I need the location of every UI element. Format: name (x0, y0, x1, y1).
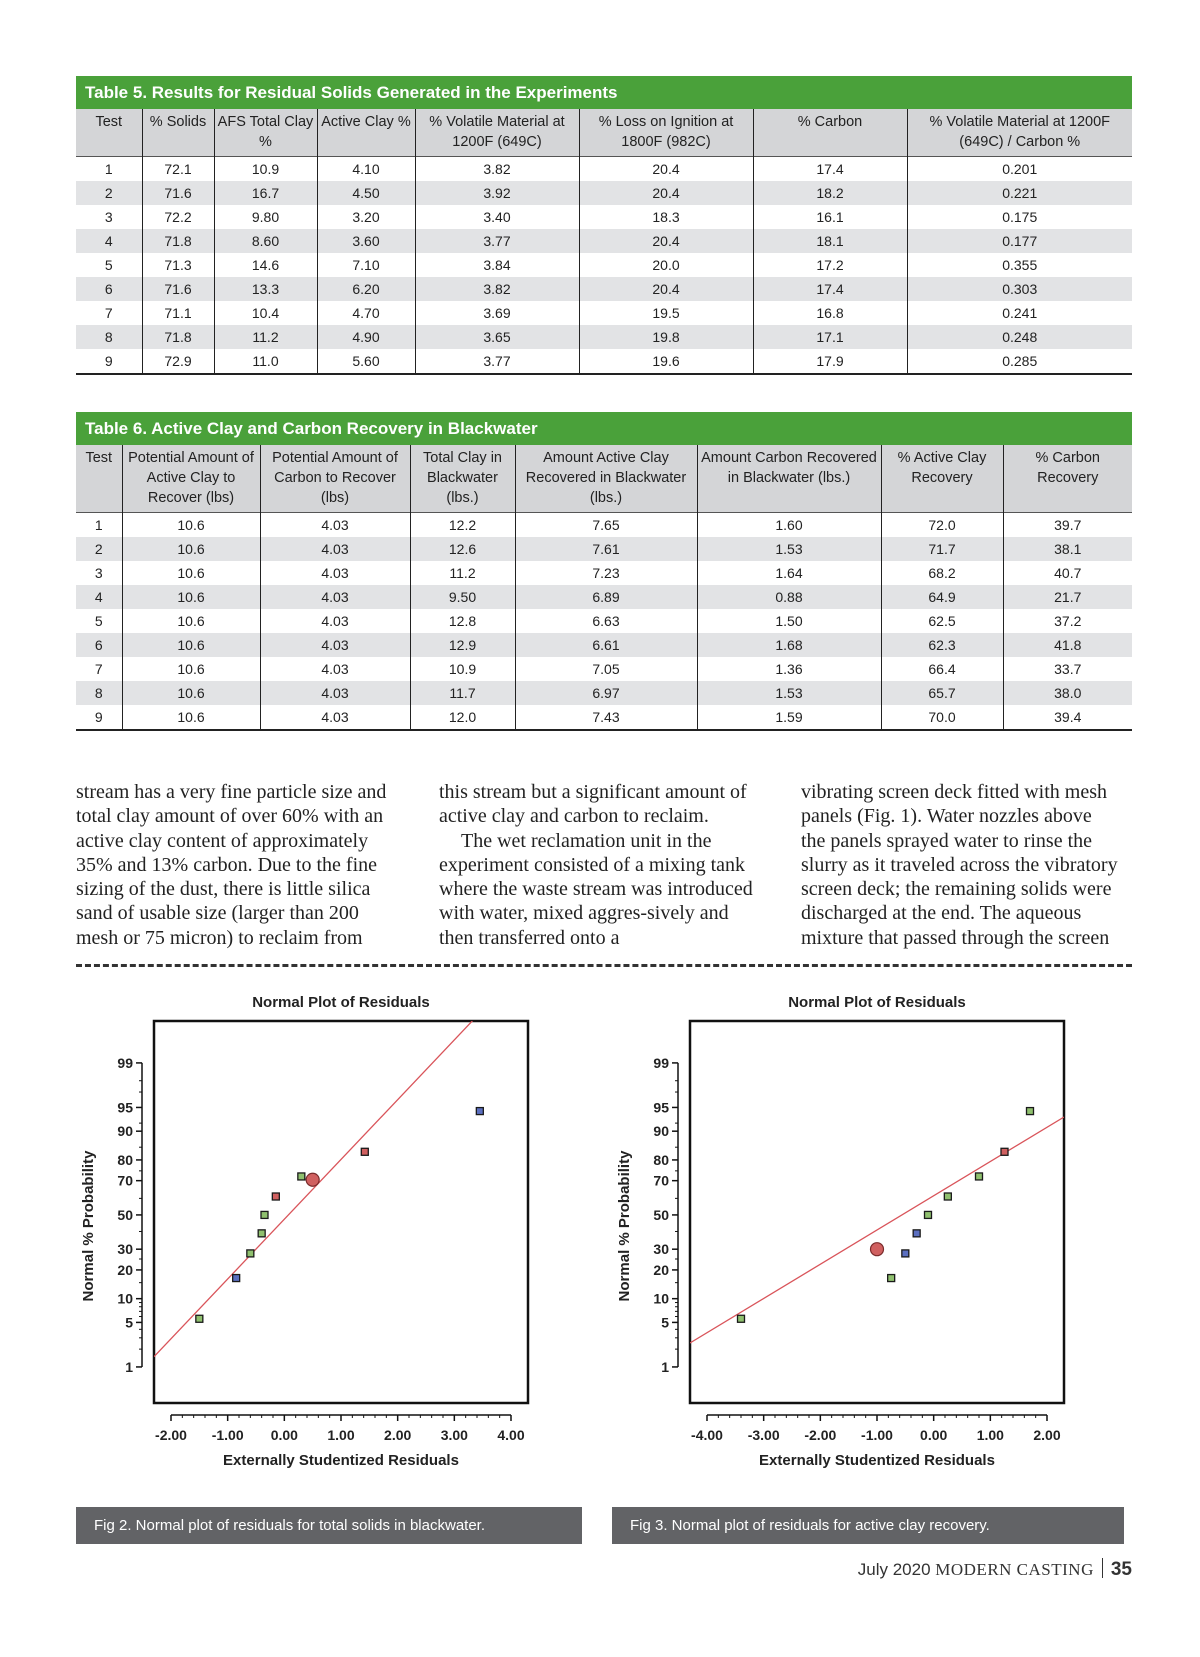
table-cell: 3.82 (415, 157, 579, 182)
data-point (233, 1275, 240, 1282)
table-cell: 18.2 (753, 181, 907, 205)
table-cell: 7.43 (515, 705, 697, 730)
table-cell: 4.03 (260, 537, 410, 561)
table-cell: 4.03 (260, 657, 410, 681)
table-cell: 10.6 (122, 537, 260, 561)
table-cell: 1.53 (697, 537, 881, 561)
table-cell: 4.03 (260, 633, 410, 657)
data-point (361, 1148, 368, 1155)
table-cell: 37.2 (1003, 609, 1132, 633)
table-cell: 3.77 (415, 349, 579, 374)
table-row (76, 301, 1132, 325)
table-cell: 10.6 (122, 585, 260, 609)
figure-3-caption: Fig 3. Normal plot of residuals for active clay recovery. (612, 1507, 1124, 1544)
table-cell: 20.4 (579, 157, 753, 182)
table-cell: 10.6 (122, 513, 260, 538)
table-cell: 10.6 (122, 609, 260, 633)
table-cell: 7 (104, 305, 113, 321)
table-cell: 20.4 (579, 229, 753, 253)
x-tick-label: 3.00 (440, 1427, 468, 1443)
table-cell: 3.92 (415, 181, 579, 205)
table-row (76, 229, 1132, 253)
data-point (913, 1230, 920, 1237)
y-tick-label: 95 (117, 1099, 133, 1116)
y-tick-label: 5 (125, 1314, 133, 1331)
table-row (76, 561, 1132, 585)
table-cell: 9 (76, 349, 142, 374)
table-cell: 10.6 (122, 705, 260, 730)
chart-title: Normal Plot of Residuals (252, 994, 430, 1011)
table-cell: 19.8 (579, 325, 753, 349)
table-row (76, 513, 1132, 538)
x-tick-label: -2.00 (155, 1427, 187, 1443)
footer-magazine: MODERN CASTING (935, 1560, 1094, 1579)
x-tick-label: 0.00 (270, 1427, 298, 1443)
table-cell: 3.20 (317, 205, 415, 229)
table-6-grid (76, 445, 1132, 731)
column-header: % Active Clay Recovery (881, 445, 1003, 513)
body-paragraph: stream has a very fine particle size and total clay amount of over 60% with an active clay content of approximately 35% and 13% carbon. Due to the fine sizing of the dust, there is little silica sand of usable size (larger than 200 mesh or 75 micron) to reclaim from (76, 781, 387, 949)
y-tick-label: 5 (661, 1314, 669, 1331)
table-row (76, 681, 1132, 705)
table-cell: 18.1 (753, 229, 907, 253)
column-header: Potential Amount of Carbon to Recover (lbs) (260, 445, 410, 513)
x-tick-label: -4.00 (691, 1427, 723, 1443)
data-point (298, 1173, 305, 1180)
figure-3-chart (612, 985, 1132, 1505)
table-cell: 12.8 (410, 609, 515, 633)
y-tick-label: 99 (653, 1054, 669, 1071)
data-point (272, 1193, 279, 1200)
table-cell: 10.6 (122, 633, 260, 657)
plot-frame (690, 1021, 1064, 1403)
x-tick-label: 1.00 (327, 1427, 355, 1443)
column-header: % Volatile Material at 1200F (649C) (415, 109, 579, 157)
table-row (76, 537, 1132, 561)
body-column-2 (439, 780, 757, 950)
table-cell: 9 (76, 705, 122, 730)
y-tick-label: 10 (117, 1290, 133, 1307)
y-tick-label: 30 (653, 1241, 669, 1258)
column-header: Test (76, 445, 122, 513)
table-cell: 10.6 (122, 561, 260, 585)
table-row (76, 157, 1132, 182)
data-point (1027, 1108, 1034, 1115)
table-cell: 71.8 (142, 229, 214, 253)
y-tick-label: 20 (653, 1261, 669, 1278)
body-column-3 (801, 780, 1119, 950)
table-cell: 0.303 (907, 277, 1132, 301)
table-cell: 17.4 (753, 157, 907, 182)
table-cell: 70.0 (881, 705, 1003, 730)
table-cell: 4 (76, 585, 122, 609)
table-5 (76, 76, 1132, 375)
table-cell: 4.03 (260, 609, 410, 633)
table-cell: 33.7 (1003, 657, 1132, 681)
table-cell: 20.0 (579, 253, 753, 277)
y-tick-label: 99 (117, 1054, 133, 1071)
data-point (247, 1250, 254, 1257)
table-cell: 19.6 (579, 349, 753, 374)
y-tick-label: 1 (661, 1358, 669, 1375)
table-cell: 4.10 (317, 157, 415, 182)
table-cell: 64.9 (881, 585, 1003, 609)
table-cell: 0.355 (907, 253, 1132, 277)
y-tick-label: 50 (653, 1206, 669, 1223)
plot-frame (154, 1021, 528, 1403)
table-row (76, 325, 1132, 349)
table-cell: 4.70 (317, 301, 415, 325)
table-cell: 7 (94, 661, 103, 677)
y-tick-label: 1 (125, 1358, 133, 1375)
table-5-title: Table 5. Results for Residual Solids Generated in the Experiments (76, 76, 1132, 109)
table-cell: 6.61 (515, 633, 697, 657)
table-cell: 3.65 (415, 325, 579, 349)
column-header: % Solids (142, 109, 214, 157)
column-header: % Carbon Recovery (1003, 445, 1132, 513)
table-cell: 10.9 (410, 657, 515, 681)
table-cell: 1.60 (697, 513, 881, 538)
y-tick-label: 70 (653, 1172, 669, 1189)
table-cell: 38.1 (1003, 537, 1132, 561)
column-header: AFS Total Clay % (214, 109, 317, 157)
table-row (76, 181, 1132, 205)
table-cell: 6 (76, 277, 142, 301)
table-cell: 8 (76, 325, 142, 349)
table-row (76, 609, 1132, 633)
table-cell: 0.221 (907, 181, 1132, 205)
data-point (888, 1275, 895, 1282)
x-tick-label: 2.00 (1033, 1427, 1061, 1443)
table-cell: 10.6 (122, 681, 260, 705)
table-cell: 6.63 (515, 609, 697, 633)
table-cell: 20.4 (579, 181, 753, 205)
table-cell: 7.23 (515, 561, 697, 585)
table-cell: 9.80 (214, 205, 317, 229)
table-cell: 1.53 (697, 681, 881, 705)
table-cell: 40.7 (1003, 561, 1132, 585)
table-cell: 3 (104, 209, 113, 225)
table-cell: 0.201 (907, 157, 1132, 182)
table-cell: 7.10 (317, 253, 415, 277)
table-cell: 72.0 (881, 513, 1003, 538)
table-cell: 1.50 (697, 609, 881, 633)
table-row (76, 585, 1132, 609)
table-cell: 4 (76, 229, 142, 253)
table-cell: 1.36 (697, 657, 881, 681)
table-row (76, 705, 1132, 730)
data-point (196, 1315, 203, 1322)
table-row (76, 349, 1132, 374)
table-cell: 2 (76, 181, 142, 205)
table-cell: 5 (104, 257, 113, 273)
body-column-1 (76, 780, 394, 950)
table-cell: 0.175 (907, 205, 1132, 229)
table-cell: 4.90 (317, 325, 415, 349)
x-tick-label: 2.00 (384, 1427, 412, 1443)
table-cell: 19.5 (579, 301, 753, 325)
data-point (258, 1230, 265, 1237)
table-cell: 3.60 (317, 229, 415, 253)
dashed-divider (76, 964, 1132, 967)
column-header: Amount Active Clay Recovered in Blackwater (lbs.) (515, 445, 697, 513)
table-cell: 8.60 (214, 229, 317, 253)
table-cell: 71.3 (142, 253, 214, 277)
table-cell: 7.65 (515, 513, 697, 538)
body-paragraph: The wet reclamation unit in the experiment consisted of a mixing tank where the waste stream was introduced with water, mixed aggres-sively and then transferred onto a (439, 829, 753, 949)
table-cell: 3.84 (415, 253, 579, 277)
table-row (76, 633, 1132, 657)
y-tick-label: 95 (653, 1099, 669, 1116)
table-row (76, 657, 1132, 681)
table-row (76, 277, 1132, 301)
table-cell: 17.2 (753, 253, 907, 277)
table-cell: 9.50 (410, 585, 515, 609)
body-paragraph: vibrating screen deck fitted with mesh panels (Fig. 1). Water nozzles above the panels sprayed water to rinse the slurry as it traveled across the vibratory screen deck; the remaining solids were discharged at the end. The aqueous mixture that passed through the screen (801, 781, 1118, 949)
column-header: % Volatile Material at 1200F (649C) / Carbon % (907, 109, 1132, 157)
column-header: % Carbon (753, 109, 907, 157)
table-cell: 11.2 (214, 325, 317, 349)
table-cell: 11.2 (410, 561, 515, 585)
table-cell: 1 (76, 513, 122, 538)
table-row (76, 253, 1132, 277)
y-axis-label: Normal % Probability (80, 1150, 97, 1302)
highlighted-point (871, 1243, 884, 1256)
table-cell: 10.4 (214, 301, 317, 325)
data-point (944, 1193, 951, 1200)
table-cell: 2 (76, 537, 122, 561)
table-cell: 71.1 (142, 301, 214, 325)
data-point (261, 1211, 268, 1218)
footer-issue: July 2020 (857, 1560, 931, 1579)
data-point (925, 1211, 932, 1218)
table-cell: 7.61 (515, 537, 697, 561)
table-cell: 0.248 (907, 325, 1132, 349)
table-cell: 62.5 (881, 609, 1003, 633)
table-cell: 14.6 (214, 253, 317, 277)
table-cell: 10.9 (214, 157, 317, 182)
table-cell: 21.7 (1003, 585, 1132, 609)
table-cell: 17.4 (753, 277, 907, 301)
table-cell: 4.03 (260, 561, 410, 585)
data-point (976, 1173, 983, 1180)
table-cell: 18.3 (579, 205, 753, 229)
table-cell: 4.03 (260, 681, 410, 705)
table-cell: 17.1 (753, 325, 907, 349)
y-tick-label: 50 (117, 1206, 133, 1223)
x-tick-label: -3.00 (747, 1427, 780, 1443)
table-cell: 71.6 (142, 181, 214, 205)
table-cell: 71.8 (142, 325, 214, 349)
table-cell: 65.7 (881, 681, 1003, 705)
data-point (902, 1250, 909, 1257)
table-row (76, 205, 1132, 229)
column-header: Total Clay in Blackwater (lbs.) (410, 445, 515, 513)
y-tick-label: 80 (117, 1151, 133, 1168)
highlighted-point (306, 1173, 319, 1186)
table-cell: 39.4 (1003, 705, 1132, 730)
y-tick-label: 80 (653, 1151, 669, 1168)
table-cell: 41.8 (1003, 633, 1132, 657)
x-tick-label: -1.00 (211, 1427, 244, 1443)
y-axis-label: Normal % Probability (616, 1150, 633, 1302)
table-cell: 4.03 (260, 513, 410, 538)
x-tick-label: -2.00 (804, 1427, 837, 1443)
page-number: 35 (1110, 1559, 1132, 1580)
table-cell: 17.9 (753, 349, 907, 374)
x-tick-label: -1.00 (861, 1427, 893, 1443)
table-cell: 0.241 (907, 301, 1132, 325)
data-point (476, 1108, 483, 1115)
table-cell: 6.89 (515, 585, 697, 609)
body-paragraph: this stream but a significant amount of active clay and carbon to reclaim. (439, 781, 747, 828)
x-axis-label: Externally Studentized Residuals (223, 1452, 459, 1469)
table-cell: 0.88 (697, 585, 881, 609)
table-cell: 1.64 (697, 561, 881, 585)
table-cell: 12.2 (410, 513, 515, 538)
footer-separator (1102, 1558, 1103, 1578)
table-cell: 12.0 (410, 705, 515, 730)
table-cell: 13.3 (214, 277, 317, 301)
table-cell: 71.6 (142, 277, 214, 301)
table-cell: 7.05 (515, 657, 697, 681)
y-tick-label: 20 (117, 1261, 133, 1278)
y-tick-label: 90 (117, 1123, 133, 1140)
table-cell: 39.7 (1003, 513, 1132, 538)
x-tick-label: 0.00 (920, 1427, 948, 1443)
table-cell: 62.3 (881, 633, 1003, 657)
table-cell: 3.82 (415, 277, 579, 301)
x-tick-label: 1.00 (976, 1427, 1004, 1443)
chart-title: Normal Plot of Residuals (788, 994, 966, 1011)
table-cell: 16.8 (753, 301, 907, 325)
table-cell: 12.6 (410, 537, 515, 561)
table-cell: 11.0 (214, 349, 317, 374)
table-cell: 3.69 (415, 301, 579, 325)
table-cell: 4.50 (317, 181, 415, 205)
table-cell: 20.4 (579, 277, 753, 301)
column-header: % Loss on Ignition at 1800F (982C) (579, 109, 753, 157)
table-cell: 4.03 (260, 705, 410, 730)
table-cell: 5.60 (317, 349, 415, 374)
table-cell: 3.40 (415, 205, 579, 229)
table-cell: 6 (76, 633, 122, 657)
data-point (1001, 1148, 1008, 1155)
table-cell: 68.2 (881, 561, 1003, 585)
table-5-grid (76, 109, 1132, 375)
table-cell: 72.2 (142, 205, 214, 229)
table-cell: 16.7 (214, 181, 317, 205)
table-cell: 16.1 (753, 205, 907, 229)
table-cell: 3.77 (415, 229, 579, 253)
table-cell: 38.0 (1003, 681, 1132, 705)
column-header: Potential Amount of Active Clay to Recover (lbs) (122, 445, 260, 513)
table-cell: 72.1 (142, 157, 214, 182)
table-cell: 11.7 (410, 681, 515, 705)
table-cell: 1 (76, 157, 142, 182)
table-cell: 3 (94, 565, 103, 581)
table-cell: 5 (94, 613, 103, 629)
table-cell: 72.9 (142, 349, 214, 374)
table-cell: 1.68 (697, 633, 881, 657)
y-tick-label: 30 (117, 1241, 133, 1258)
table-6-title: Table 6. Active Clay and Carbon Recovery in Blackwater (76, 412, 1132, 445)
x-tick-label: 4.00 (497, 1427, 525, 1443)
figure-2-caption: Fig 2. Normal plot of residuals for total solids in blackwater. (76, 1507, 582, 1544)
table-cell: 6.97 (515, 681, 697, 705)
table-cell: 0.177 (907, 229, 1132, 253)
table-cell: 6.20 (317, 277, 415, 301)
table-cell: 10.6 (122, 657, 260, 681)
page-footer (858, 1558, 1132, 1581)
table-cell: 1.59 (697, 705, 881, 730)
y-tick-label: 10 (653, 1290, 669, 1307)
column-header: Test (76, 109, 142, 157)
table-cell: 0.285 (907, 349, 1132, 374)
table-cell: 4.03 (260, 585, 410, 609)
x-axis-label: Externally Studentized Residuals (759, 1452, 995, 1469)
column-header: Active Clay % (317, 109, 415, 157)
table-cell: 12.9 (410, 633, 515, 657)
table-cell: 66.4 (881, 657, 1003, 681)
table-cell: 8 (76, 681, 122, 705)
table-cell: 71.7 (881, 537, 1003, 561)
data-point (738, 1315, 745, 1322)
y-tick-label: 90 (653, 1123, 669, 1140)
column-header: Amount Carbon Recovered in Blackwater (lbs.) (697, 445, 881, 513)
table-6 (76, 412, 1132, 731)
figure-2-chart (76, 985, 586, 1505)
y-tick-label: 70 (117, 1172, 133, 1189)
